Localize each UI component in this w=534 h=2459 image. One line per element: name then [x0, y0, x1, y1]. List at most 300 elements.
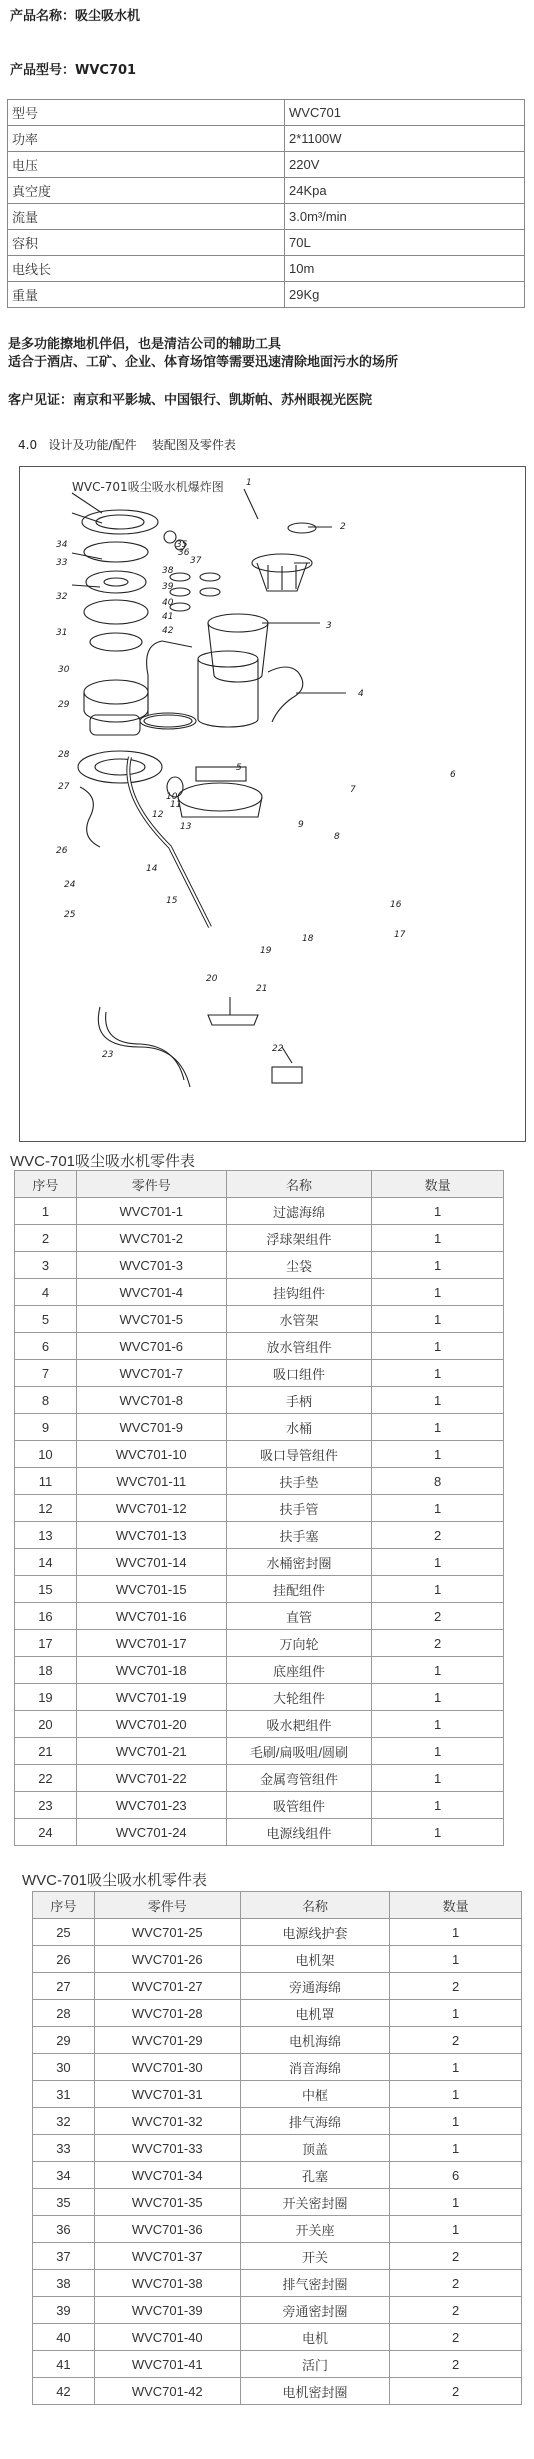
spec-row: [8, 256, 525, 282]
table-cell: WVC701-27: [94, 1973, 240, 2000]
table-row: [15, 1576, 504, 1603]
table-cell: 扶手管: [226, 1495, 372, 1522]
table-cell: 1: [372, 1684, 504, 1711]
table-cell: 38: [33, 2270, 95, 2297]
table-cell: 1: [372, 1441, 504, 1468]
table-cell: 金属弯管组件: [226, 1765, 372, 1792]
spec-key: 真空度: [8, 178, 285, 204]
parts-table-1-title: WVC-701吸尘吸水机零件表: [10, 1153, 196, 1170]
table-row: [33, 2135, 522, 2162]
diagram-num-30: 30: [58, 665, 70, 675]
table-cell: 15: [15, 1576, 77, 1603]
diagram-num-13: 13: [180, 822, 192, 832]
table-row: [15, 1306, 504, 1333]
table-row: [15, 1657, 504, 1684]
table-row: [15, 1279, 504, 1306]
table-cell: WVC701-41: [94, 2351, 240, 2378]
table-cell: WVC701-23: [76, 1792, 226, 1819]
table-cell: 32: [33, 2108, 95, 2135]
table-cell: 吸管组件: [226, 1792, 372, 1819]
table-cell: 1: [372, 1279, 504, 1306]
column-header: 序号: [33, 1892, 95, 1919]
table-header-row: [33, 1892, 522, 1919]
table-cell: 18: [15, 1657, 77, 1684]
table-cell: 30: [33, 2054, 95, 2081]
table-cell: WVC701-9: [76, 1414, 226, 1441]
table-row: [33, 2216, 522, 2243]
table-cell: WVC701-42: [94, 2378, 240, 2405]
diagram-num-21: 21: [256, 984, 268, 994]
intro-line-2: 适合于酒店、工矿、企业、体育场馆等需要迅速清除地面污水的场所: [8, 355, 399, 370]
table-cell: WVC701-36: [94, 2216, 240, 2243]
diagram-num-33: 33: [56, 558, 68, 568]
table-row: [33, 2108, 522, 2135]
table-cell: 1: [372, 1711, 504, 1738]
table-row: [33, 2081, 522, 2108]
diagram-num-15: 15: [166, 896, 178, 906]
table-row: [33, 2000, 522, 2027]
table-cell: 23: [15, 1792, 77, 1819]
table-cell: WVC701-31: [94, 2081, 240, 2108]
diagram-num-36: 36: [178, 548, 190, 558]
table-cell: 21: [15, 1738, 77, 1765]
table-row: [33, 2270, 522, 2297]
table-cell: 42: [33, 2378, 95, 2405]
diagram-num-7: 7: [350, 785, 356, 795]
diagram-num-31: 31: [56, 628, 68, 638]
table-cell: WVC701-8: [76, 1387, 226, 1414]
table-row: [33, 1919, 522, 1946]
table-cell: 2: [15, 1225, 77, 1252]
diagram-num-24: 24: [64, 880, 76, 890]
table-cell: 6: [390, 2162, 522, 2189]
column-header: 数量: [372, 1171, 504, 1198]
table-cell: 排气密封圈: [240, 2270, 390, 2297]
table-cell: WVC701-5: [76, 1306, 226, 1333]
table-cell: 1: [15, 1198, 77, 1225]
table-cell: 29: [33, 2027, 95, 2054]
diagram-num-16: 16: [390, 900, 402, 910]
table-cell: 开关密封圈: [240, 2189, 390, 2216]
table-cell: 6: [15, 1333, 77, 1360]
table-cell: WVC701-38: [94, 2270, 240, 2297]
table-cell: 电机架: [240, 1946, 390, 1973]
table-cell: WVC701-20: [76, 1711, 226, 1738]
column-header: 零件号: [76, 1171, 226, 1198]
table-cell: 水管架: [226, 1306, 372, 1333]
table-cell: 1: [372, 1819, 504, 1846]
table-row: [15, 1414, 504, 1441]
table-cell: 1: [372, 1738, 504, 1765]
table-cell: 22: [15, 1765, 77, 1792]
diagram-num-6: 6: [450, 770, 456, 780]
table-cell: 电机罩: [240, 2000, 390, 2027]
diagram-num-14: 14: [146, 864, 158, 874]
table-row: [33, 2324, 522, 2351]
table-cell: WVC701-14: [76, 1549, 226, 1576]
diagram-num-9: 9: [298, 820, 304, 830]
table-cell: 8: [372, 1468, 504, 1495]
table-cell: 4: [15, 1279, 77, 1306]
table-cell: 1: [372, 1414, 504, 1441]
table-cell: 17: [15, 1630, 77, 1657]
table-cell: WVC701-2: [76, 1225, 226, 1252]
diagram-num-4: 4: [358, 689, 364, 699]
spec-key: 功率: [8, 126, 285, 152]
diagram-num-29: 29: [58, 700, 70, 710]
table-row: [33, 2189, 522, 2216]
table-cell: WVC701-39: [94, 2297, 240, 2324]
table-cell: 手柄: [226, 1387, 372, 1414]
exploded-diagram: [19, 466, 526, 1142]
diagram-num-12: 12: [152, 810, 164, 820]
table-cell: 大轮组件: [226, 1684, 372, 1711]
spec-value: 10m: [285, 256, 525, 282]
table-row: [15, 1792, 504, 1819]
table-cell: 5: [15, 1306, 77, 1333]
table-cell: 1: [390, 1946, 522, 1973]
table-row: [33, 2243, 522, 2270]
table-cell: 1: [390, 2189, 522, 2216]
table-cell: 1: [390, 2135, 522, 2162]
table-cell: WVC701-17: [76, 1630, 226, 1657]
diagram-num-18: 18: [302, 934, 314, 944]
intro-line-1: 是多功能擦地机伴侣，也是清洁公司的辅助工具: [8, 337, 282, 352]
table-cell: WVC701-16: [76, 1603, 226, 1630]
table-cell: 1: [390, 2108, 522, 2135]
table-cell: 2: [390, 2270, 522, 2297]
diagram-num-37: 37: [190, 556, 202, 566]
table-cell: 开关: [240, 2243, 390, 2270]
section-heading: 4.0 设计及功能/配件 装配图及零件表: [18, 438, 236, 452]
diagram-num-35: 35: [176, 540, 188, 550]
diagram-num-17: 17: [394, 930, 406, 940]
table-row: [15, 1765, 504, 1792]
column-header: 序号: [15, 1171, 77, 1198]
product-name: 产品名称：吸尘吸水机: [10, 9, 141, 24]
table-row: [33, 2378, 522, 2405]
table-cell: 放水管组件: [226, 1333, 372, 1360]
table-row: [33, 2027, 522, 2054]
table-cell: 底座组件: [226, 1657, 372, 1684]
diagram-num-2: 2: [340, 522, 346, 532]
diagram-title: WVC-701吸尘吸水机爆炸图: [72, 480, 224, 494]
diagram-num-41: 41: [162, 612, 174, 622]
table-cell: 24: [15, 1819, 77, 1846]
table-cell: 1: [372, 1765, 504, 1792]
table-cell: WVC701-1: [76, 1198, 226, 1225]
column-header: 名称: [226, 1171, 372, 1198]
table-cell: 33: [33, 2135, 95, 2162]
table-cell: 电机海绵: [240, 2027, 390, 2054]
table-cell: 1: [372, 1360, 504, 1387]
table-cell: 2: [390, 2378, 522, 2405]
table-row: [15, 1603, 504, 1630]
table-cell: 3: [15, 1252, 77, 1279]
spec-row: [8, 204, 525, 230]
table-cell: 毛刷/扁吸咀/圆刷: [226, 1738, 372, 1765]
table-row: [15, 1549, 504, 1576]
diagram-num-27: 27: [58, 782, 70, 792]
table-cell: WVC701-6: [76, 1333, 226, 1360]
table-cell: 孔塞: [240, 2162, 390, 2189]
spec-row: [8, 152, 525, 178]
table-cell: 40: [33, 2324, 95, 2351]
table-cell: 7: [15, 1360, 77, 1387]
table-cell: WVC701-24: [76, 1819, 226, 1846]
table-cell: 19: [15, 1684, 77, 1711]
table-cell: 挂配组件: [226, 1576, 372, 1603]
table-cell: WVC701-13: [76, 1522, 226, 1549]
spec-key: 电线长: [8, 256, 285, 282]
table-cell: 37: [33, 2243, 95, 2270]
table-cell: 2: [390, 2351, 522, 2378]
spec-row: [8, 100, 525, 126]
table-row: [33, 2162, 522, 2189]
table-cell: WVC701-21: [76, 1738, 226, 1765]
table-cell: 1: [372, 1495, 504, 1522]
table-cell: 1: [372, 1792, 504, 1819]
table-cell: 13: [15, 1522, 77, 1549]
column-header: 数量: [390, 1892, 522, 1919]
table-cell: 浮球架组件: [226, 1225, 372, 1252]
table-cell: 开关座: [240, 2216, 390, 2243]
table-cell: 电机密封圈: [240, 2378, 390, 2405]
spec-value: 70L: [285, 230, 525, 256]
table-cell: 电源线组件: [226, 1819, 372, 1846]
diagram-num-39: 39: [162, 582, 174, 592]
table-cell: 1: [372, 1306, 504, 1333]
table-cell: 1: [372, 1549, 504, 1576]
table-cell: WVC701-7: [76, 1360, 226, 1387]
spec-key: 型号: [8, 100, 285, 126]
table-cell: WVC701-15: [76, 1576, 226, 1603]
table-cell: 扶手垫: [226, 1468, 372, 1495]
table-cell: 1: [372, 1576, 504, 1603]
table-cell: 1: [390, 2000, 522, 2027]
table-row: [15, 1684, 504, 1711]
table-cell: 1: [390, 2216, 522, 2243]
table-cell: 2: [372, 1522, 504, 1549]
table-header-row: [15, 1171, 504, 1198]
table-cell: 2: [390, 2027, 522, 2054]
table-cell: WVC701-37: [94, 2243, 240, 2270]
table-cell: 吸水耙组件: [226, 1711, 372, 1738]
table-cell: 水桶密封圈: [226, 1549, 372, 1576]
diagram-num-25: 25: [64, 910, 76, 920]
column-header: 零件号: [94, 1892, 240, 1919]
table-cell: WVC701-30: [94, 2054, 240, 2081]
parts-table-2-title: WVC-701吸尘吸水机零件表: [22, 1872, 208, 1889]
table-cell: 25: [33, 1919, 95, 1946]
spec-key: 重量: [8, 282, 285, 308]
spec-value: 24Kpa: [285, 178, 525, 204]
table-cell: 16: [15, 1603, 77, 1630]
table-cell: 活门: [240, 2351, 390, 2378]
table-row: [15, 1252, 504, 1279]
table-cell: 扶手塞: [226, 1522, 372, 1549]
diagram-num-26: 26: [56, 846, 68, 856]
table-cell: 挂钩组件: [226, 1279, 372, 1306]
spec-row: [8, 282, 525, 308]
diagram-num-11: 11: [170, 800, 182, 810]
table-cell: 27: [33, 1973, 95, 2000]
table-cell: 顶盖: [240, 2135, 390, 2162]
table-row: [15, 1522, 504, 1549]
diagram-num-34: 34: [56, 540, 68, 550]
table-row: [15, 1441, 504, 1468]
spec-key: 电压: [8, 152, 285, 178]
table-cell: 万向轮: [226, 1630, 372, 1657]
table-cell: 31: [33, 2081, 95, 2108]
table-row: [15, 1711, 504, 1738]
diagram-num-22: 22: [272, 1044, 284, 1054]
table-cell: 8: [15, 1387, 77, 1414]
spec-row: [8, 178, 525, 204]
table-cell: WVC701-18: [76, 1657, 226, 1684]
table-row: [33, 2297, 522, 2324]
spec-row: [8, 126, 525, 152]
diagram-num-42: 42: [162, 626, 174, 636]
spec-table: [7, 99, 525, 308]
table-cell: 2: [372, 1603, 504, 1630]
table-cell: WVC701-25: [94, 1919, 240, 1946]
spec-value: WVC701: [285, 100, 525, 126]
table-cell: 1: [372, 1225, 504, 1252]
diagram-num-40: 40: [162, 598, 174, 608]
spec-row: [8, 230, 525, 256]
table-row: [15, 1738, 504, 1765]
table-cell: 中框: [240, 2081, 390, 2108]
diagram-num-10: 10: [166, 792, 178, 802]
table-row: [33, 1973, 522, 2000]
table-cell: 1: [390, 2081, 522, 2108]
table-cell: 9: [15, 1414, 77, 1441]
parts-table-2: [32, 1891, 522, 2405]
spec-value: 220V: [285, 152, 525, 178]
table-cell: WVC701-22: [76, 1765, 226, 1792]
diagram-num-5: 5: [236, 763, 242, 773]
table-cell: WVC701-12: [76, 1495, 226, 1522]
table-cell: 41: [33, 2351, 95, 2378]
table-cell: 34: [33, 2162, 95, 2189]
table-row: [15, 1495, 504, 1522]
table-cell: 1: [372, 1333, 504, 1360]
table-cell: 1: [372, 1657, 504, 1684]
table-cell: 36: [33, 2216, 95, 2243]
spec-value: 3.0m³/min: [285, 204, 525, 230]
table-cell: 1: [372, 1252, 504, 1279]
table-cell: WVC701-29: [94, 2027, 240, 2054]
table-cell: WVC701-3: [76, 1252, 226, 1279]
table-row: [15, 1819, 504, 1846]
diagram-num-28: 28: [58, 750, 70, 760]
table-cell: WVC701-28: [94, 2000, 240, 2027]
spec-key: 容积: [8, 230, 285, 256]
table-cell: 直管: [226, 1603, 372, 1630]
table-cell: WVC701-40: [94, 2324, 240, 2351]
table-cell: 1: [390, 1919, 522, 1946]
table-row: [15, 1198, 504, 1225]
table-cell: WVC701-35: [94, 2189, 240, 2216]
table-row: [33, 2054, 522, 2081]
spec-key: 流量: [8, 204, 285, 230]
table-cell: WVC701-19: [76, 1684, 226, 1711]
table-cell: WVC701-4: [76, 1279, 226, 1306]
parts-table-1: [14, 1170, 504, 1846]
table-cell: WVC701-32: [94, 2108, 240, 2135]
table-row: [15, 1387, 504, 1414]
table-cell: 排气海绵: [240, 2108, 390, 2135]
table-cell: WVC701-34: [94, 2162, 240, 2189]
table-cell: 电源线护套: [240, 1919, 390, 1946]
table-cell: 旁通海绵: [240, 1973, 390, 2000]
table-row: [33, 1946, 522, 1973]
table-cell: 2: [390, 1973, 522, 2000]
table-cell: 旁通密封圈: [240, 2297, 390, 2324]
spec-value: 29Kg: [285, 282, 525, 308]
diagram-num-23: 23: [102, 1050, 114, 1060]
table-cell: 2: [390, 2297, 522, 2324]
table-row: [15, 1225, 504, 1252]
table-cell: WVC701-33: [94, 2135, 240, 2162]
table-cell: 20: [15, 1711, 77, 1738]
table-cell: 过滤海绵: [226, 1198, 372, 1225]
table-cell: 14: [15, 1549, 77, 1576]
table-cell: 10: [15, 1441, 77, 1468]
diagram-num-38: 38: [162, 566, 174, 576]
table-cell: 2: [372, 1630, 504, 1657]
table-cell: 吸口导管组件: [226, 1441, 372, 1468]
table-cell: 水桶: [226, 1414, 372, 1441]
diagram-num-3: 3: [326, 621, 332, 631]
table-cell: 12: [15, 1495, 77, 1522]
table-cell: 消音海绵: [240, 2054, 390, 2081]
table-cell: WVC701-10: [76, 1441, 226, 1468]
table-cell: 35: [33, 2189, 95, 2216]
intro-line-3: 客户见证：南京和平影城、中国银行、凯斯帕、苏州眼视光医院: [8, 393, 373, 408]
table-cell: 1: [372, 1198, 504, 1225]
table-cell: WVC701-26: [94, 1946, 240, 1973]
diagram-num-1: 1: [246, 478, 252, 488]
table-cell: 26: [33, 1946, 95, 1973]
table-cell: 1: [390, 2054, 522, 2081]
table-cell: 1: [372, 1387, 504, 1414]
table-cell: 2: [390, 2243, 522, 2270]
table-row: [15, 1360, 504, 1387]
exploded-diagram-drawing: [20, 467, 525, 1141]
table-cell: 28: [33, 2000, 95, 2027]
diagram-num-19: 19: [260, 946, 272, 956]
table-row: [15, 1333, 504, 1360]
diagram-num-8: 8: [334, 832, 340, 842]
table-row: [15, 1468, 504, 1495]
column-header: 名称: [240, 1892, 390, 1919]
table-row: [15, 1630, 504, 1657]
table-cell: 11: [15, 1468, 77, 1495]
table-cell: 吸口组件: [226, 1360, 372, 1387]
table-cell: 尘袋: [226, 1252, 372, 1279]
table-cell: 39: [33, 2297, 95, 2324]
spec-value: 2*1100W: [285, 126, 525, 152]
diagram-num-20: 20: [206, 974, 218, 984]
diagram-num-32: 32: [56, 592, 68, 602]
table-cell: 2: [390, 2324, 522, 2351]
table-cell: WVC701-11: [76, 1468, 226, 1495]
product-model: 产品型号：WVC701: [10, 63, 137, 78]
table-row: [33, 2351, 522, 2378]
table-cell: 电机: [240, 2324, 390, 2351]
